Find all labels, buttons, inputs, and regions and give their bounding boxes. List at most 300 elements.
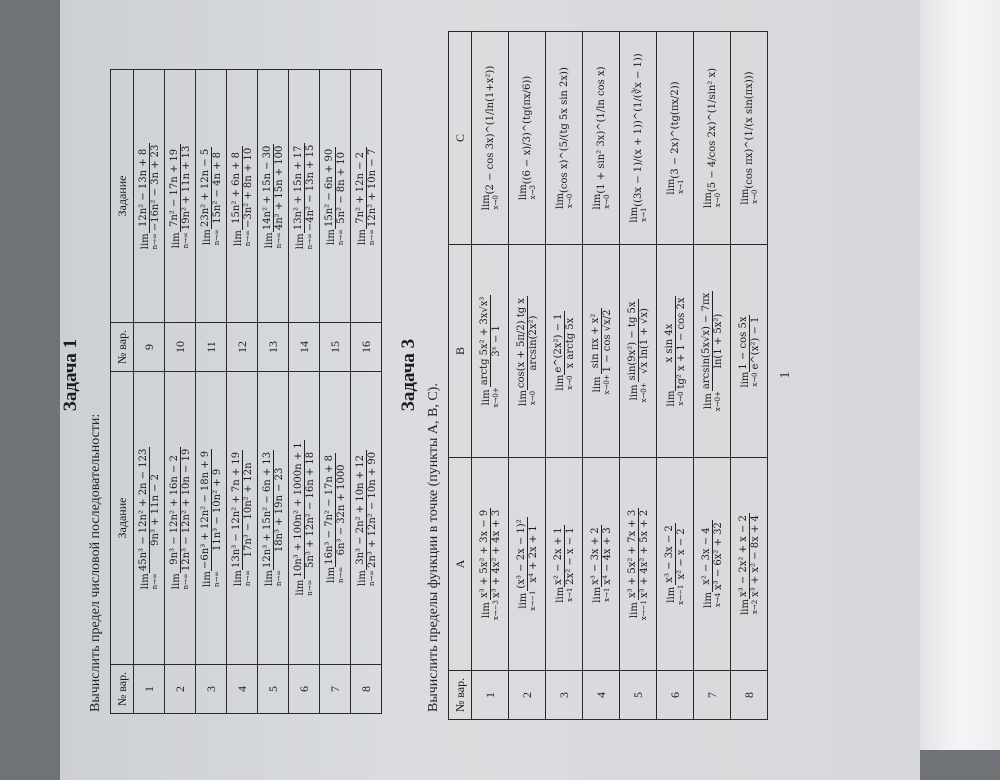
- fraction-numerator: 3n³ − 2n² + 10n + 12: [355, 450, 367, 570]
- paper-sheet: [60, 0, 920, 780]
- limit-subscript: x→1: [639, 207, 648, 222]
- variant-number: 6: [657, 671, 694, 720]
- task-b-expression: [472, 245, 509, 458]
- task-b-expression: [509, 245, 546, 458]
- fraction-denominator: 5n² − 8n + 10: [335, 151, 347, 224]
- task-a-expression: [657, 458, 694, 671]
- limit-label: lim: [294, 579, 306, 596]
- limit-operator: [233, 230, 252, 246]
- fraction-denominator: x² − x − 2: [675, 528, 687, 580]
- task3-instruction: Вычислить пределы функции в точке (пункты A, B, C).: [426, 383, 441, 712]
- fraction: [355, 450, 378, 570]
- limit-subscript: x→1: [565, 587, 574, 602]
- power-expression: (cos x)^(5/(tg 5x sin 2x)): [558, 67, 570, 193]
- limit-label: lim: [263, 232, 275, 249]
- variant-number: 3: [196, 665, 227, 714]
- fraction-numerator: x³ + 5x² + 7x + 3: [626, 509, 638, 599]
- limit-operator: [740, 599, 759, 615]
- limit-label: lim: [739, 599, 751, 615]
- variant-number: 4: [583, 671, 620, 720]
- limit-label: lim: [517, 184, 529, 201]
- limit-operator: [357, 570, 376, 586]
- limit-subscript: x→0+: [639, 382, 648, 403]
- fraction-numerator: x² − 3x − 4: [701, 520, 713, 592]
- task1-row: [227, 70, 258, 714]
- fraction: [701, 291, 724, 391]
- limit-subscript: n→∞: [367, 569, 376, 587]
- limit-label: lim: [480, 602, 492, 619]
- fraction: [169, 144, 192, 233]
- fraction-denominator: 1 − cos √x/2: [601, 309, 613, 373]
- task1-body: [134, 70, 382, 714]
- variant-number: 8: [351, 665, 382, 714]
- power-expression: ((6 − x)/3)^(tg(πx/6)): [521, 75, 533, 185]
- fraction-numerator: x³ − 2x² + x − 2: [737, 515, 749, 597]
- fraction-denominator: √x ln(1 + √x): [638, 308, 650, 374]
- task-c-expression: [509, 32, 546, 245]
- fraction: [231, 146, 254, 230]
- variant-number: 9: [134, 323, 165, 372]
- task1-header-var2: № вар.: [111, 323, 134, 372]
- fraction-denominator: −16n² − 3n + 23: [149, 144, 161, 232]
- rotated-page: [40, 0, 940, 750]
- fraction: [231, 450, 254, 570]
- limit-operator: [629, 382, 648, 402]
- limit-label: lim: [739, 188, 751, 205]
- fraction-denominator: x³ + 4x² + 5x + 2: [638, 509, 650, 599]
- task1-header-task2: Задание: [111, 70, 134, 323]
- fraction-denominator: 19n² + 11n + 13: [180, 145, 192, 231]
- fraction-numerator: 13n² + 15n + 17: [293, 143, 305, 234]
- task1-header-task: Задание: [111, 372, 134, 665]
- fraction-numerator: 13n³ − 12n² + 7n + 19: [230, 451, 242, 568]
- task-a-expression: [583, 458, 620, 671]
- fraction-denominator: 11n³ − 10n² + 9: [211, 468, 223, 551]
- limit-label: lim: [554, 374, 566, 391]
- task-expression: [320, 372, 351, 665]
- task3-row: [657, 32, 694, 720]
- task3-row: [583, 32, 620, 720]
- limit-label: lim: [554, 192, 566, 209]
- limit-subscript: x→−1: [639, 600, 648, 621]
- limit-label: lim: [591, 586, 603, 603]
- fraction-denominator: arcsin(2x²): [527, 315, 539, 371]
- fraction: [138, 143, 161, 234]
- limit-subscript: x→0: [676, 391, 685, 406]
- fraction-denominator: 12n² + 10n − 7: [366, 148, 378, 227]
- task-c-expression: [657, 32, 694, 245]
- limit-operator: [555, 193, 574, 209]
- fraction-numerator: x³ + 5x² + 3x − 9: [478, 509, 490, 599]
- fraction: [293, 440, 316, 579]
- fraction-numerator: −6n³ + 12n² − 18n + 9: [199, 450, 211, 569]
- task-expression: [165, 372, 196, 665]
- fraction-numerator: 10n³ + 100n² + 1000n + 1: [292, 442, 304, 578]
- task3-header-c: C: [449, 32, 472, 245]
- limit-subscript: x→0: [491, 195, 500, 210]
- fraction-numerator: arctg 5x² + 3x√x³: [478, 296, 490, 386]
- limit-label: lim: [232, 230, 244, 247]
- task-expression: [258, 70, 289, 323]
- limit-operator: [592, 587, 611, 603]
- limit-subscript: n→∞: [274, 232, 283, 249]
- limit-operator: [629, 207, 648, 223]
- fraction-numerator: 12n³ + 15n² − 6n + 13: [261, 451, 273, 568]
- fraction: [479, 508, 502, 600]
- task-a-expression: [472, 458, 509, 671]
- fraction-denominator: x⁴ + 2x + 1: [527, 525, 539, 583]
- task-a-expression: [509, 458, 546, 671]
- limit-label: lim: [139, 573, 151, 590]
- task-a-expression: [694, 458, 731, 671]
- task-expression: [196, 372, 227, 665]
- limit-subscript: n→∞: [212, 570, 221, 588]
- task1-row: [351, 70, 382, 714]
- limit-subscript: n→∞: [181, 573, 190, 590]
- fraction-numerator: 23n² + 12n − 5: [199, 148, 211, 227]
- fraction-denominator: x³ − 6x² + 32: [712, 522, 724, 590]
- limit-label: lim: [139, 233, 151, 250]
- task-expression: [134, 372, 165, 665]
- fraction-numerator: arcsin(5x√x) − 7πx: [700, 292, 712, 390]
- limit-operator: [295, 579, 314, 595]
- limit-subscript: x→−1: [528, 590, 537, 611]
- limit-operator: [202, 229, 221, 245]
- task-expression: [351, 70, 382, 323]
- task-b-expression: [620, 245, 657, 458]
- task-c-expression: [731, 32, 768, 245]
- limit-label: lim: [170, 573, 182, 590]
- fraction-denominator: 12n³ − 12n² + 10n − 19: [180, 448, 192, 572]
- limit-subscript: n→∞: [336, 566, 345, 583]
- limit-label: lim: [591, 376, 603, 393]
- fraction-numerator: 12n² − 13n + 8: [138, 143, 150, 234]
- limit-label: lim: [325, 566, 337, 583]
- fraction-denominator: 17n³ − 10n² + 12n: [242, 462, 254, 558]
- task1-title: Задача 1: [60, 338, 81, 412]
- limit-subscript: n→∞: [305, 233, 314, 250]
- limit-subscript: n→∞: [212, 228, 221, 246]
- variant-number: 13: [258, 323, 289, 372]
- power-expression: (5 − 4/cos 2x)^(1/sin² x): [706, 68, 718, 193]
- variant-number: 5: [620, 671, 657, 720]
- limit-subscript: n→∞: [150, 233, 159, 250]
- fraction-denominator: 4n² + 15n + 100: [273, 145, 285, 231]
- fraction-denominator: ln(1 + 5x²): [712, 313, 724, 369]
- limit-label: lim: [591, 193, 603, 210]
- limit-label: lim: [702, 393, 714, 410]
- fraction-numerator: 7n² − 17n + 19: [169, 144, 181, 233]
- task-a-expression: [546, 458, 583, 671]
- fraction: [627, 299, 650, 382]
- limit-label: lim: [325, 229, 337, 246]
- limit-label: lim: [480, 194, 492, 211]
- fraction: [200, 147, 223, 229]
- limit-subscript: n→∞: [274, 569, 283, 587]
- fraction: [262, 144, 285, 233]
- fraction-numerator: x² − 2x + 1: [552, 527, 564, 585]
- variant-number: 7: [694, 671, 731, 720]
- limit-operator: [140, 233, 159, 249]
- fraction: [293, 143, 316, 234]
- limit-subscript: x→3: [528, 185, 537, 200]
- limit-subscript: x→0: [528, 390, 537, 406]
- task-expression: [289, 70, 320, 323]
- power-expression: ((3x − 1)/(x + 1))^(1/(∛x − 1)): [632, 53, 644, 207]
- limit-subscript: n→∞: [305, 579, 314, 596]
- task-a-expression: [620, 458, 657, 671]
- limit-operator: [264, 570, 283, 586]
- limit-label: lim: [702, 192, 714, 208]
- limit-subscript: x→0: [750, 372, 759, 387]
- limit-label: lim: [665, 178, 677, 195]
- task-b-expression: [694, 245, 731, 458]
- task-c-expression: [472, 32, 509, 245]
- task1-row: [196, 70, 227, 714]
- page-number: 1: [778, 371, 793, 379]
- limit-subscript: x→0+: [713, 391, 722, 412]
- limit-label: lim: [628, 602, 640, 619]
- limit-operator: [555, 375, 574, 391]
- page-content: [60, 30, 794, 720]
- task-c-expression: [546, 32, 583, 245]
- task3-header-row: [449, 32, 472, 720]
- limit-subscript: n→∞: [336, 228, 345, 246]
- fraction: [590, 308, 613, 375]
- fraction: [627, 508, 650, 600]
- power-expression: (2 − cos 3x)^(1/ln(1+x²)): [484, 65, 496, 195]
- task-expression: [196, 70, 227, 323]
- limit-label: lim: [665, 390, 677, 407]
- fraction-numerator: 15n² − 6n + 90: [323, 148, 335, 227]
- limit-label: lim: [170, 232, 182, 249]
- fraction-numerator: 16n³ − 7n² − 17n + 8: [323, 455, 335, 565]
- limit-operator: [357, 229, 376, 245]
- limit-subscript: x→0+: [491, 387, 500, 408]
- limit-subscript: x→0: [602, 194, 611, 209]
- limit-operator: [666, 391, 685, 407]
- power-expression: (1 + sin² 3x)^(1/ln cos x): [595, 66, 607, 194]
- task3-row: [694, 32, 731, 720]
- task1-row: [258, 70, 289, 714]
- task3-row: [472, 32, 509, 720]
- power-expression: (cos πx)^(1/(x sin(πx))): [743, 71, 755, 189]
- task-b-expression: [583, 245, 620, 458]
- limit-subscript: x→1: [602, 587, 611, 602]
- limit-operator: [740, 189, 759, 205]
- fraction: [664, 296, 687, 391]
- task1-instruction: Вычислить предел числовой последовательности:: [88, 413, 103, 712]
- limit-operator: [202, 571, 221, 587]
- task3-header-a: A: [449, 458, 472, 671]
- limit-label: lim: [739, 371, 751, 388]
- task-expression: [258, 372, 289, 665]
- limit-operator: [518, 184, 537, 200]
- fraction-denominator: −4n² − 13n + 15: [304, 144, 316, 232]
- fraction-denominator: 5n³ + 12n² − 16n + 18: [304, 451, 316, 568]
- task-expression: [165, 70, 196, 323]
- variant-number: 1: [134, 665, 165, 714]
- limit-operator: [666, 585, 685, 605]
- task-a-expression: [731, 458, 768, 671]
- limit-operator: [555, 587, 574, 603]
- variant-number: 11: [196, 323, 227, 372]
- fraction: [324, 147, 347, 229]
- fraction-numerator: sin πx + x²: [590, 308, 602, 375]
- limit-label: lim: [702, 591, 714, 608]
- limit-label: lim: [294, 233, 306, 250]
- variant-number: 6: [289, 665, 320, 714]
- task1-row: [289, 70, 320, 714]
- fraction-numerator: 1 − cos 5x: [737, 316, 749, 370]
- limit-operator: [518, 591, 537, 611]
- fraction: [169, 447, 192, 573]
- limit-operator: [666, 179, 685, 195]
- fraction-numerator: 7n² + 12n − 2: [355, 147, 367, 229]
- task-b-expression: [731, 245, 768, 458]
- power-expression: (3 − 2x)^(tg(πx/2)): [669, 81, 681, 179]
- fraction-numerator: x³ − 3x + 2: [589, 527, 601, 585]
- fraction: [324, 453, 347, 567]
- fraction: [516, 517, 539, 590]
- limit-label: lim: [201, 229, 213, 246]
- task1-row: [134, 70, 165, 714]
- limit-subscript: x→0: [565, 375, 574, 390]
- limit-label: lim: [263, 570, 275, 586]
- limit-subscript: x→0: [565, 193, 574, 209]
- limit-label: lim: [232, 570, 244, 586]
- limit-subscript: x→4: [713, 592, 722, 608]
- limit-subscript: x→0+: [602, 374, 611, 395]
- fraction-denominator: −3n² + 8n + 10: [242, 147, 254, 228]
- variant-number: 12: [227, 323, 258, 372]
- variant-number: 14: [289, 323, 320, 372]
- fraction-denominator: 3ˣ − 1: [490, 325, 502, 357]
- fraction-denominator: 18n³ + 19n − 23: [273, 467, 285, 553]
- fraction-denominator: x arctg 5x: [564, 317, 576, 369]
- task3-title: Задача 3: [398, 338, 419, 412]
- limit-subscript: x→−3: [491, 600, 500, 621]
- limit-operator: [326, 567, 345, 583]
- fraction: [200, 449, 223, 571]
- task1-row: [165, 70, 196, 714]
- limit-operator: [592, 374, 611, 394]
- limit-operator: [481, 387, 500, 407]
- limit-operator: [171, 232, 190, 248]
- limit-subscript: n→∞: [181, 232, 190, 249]
- task-expression: [351, 372, 382, 665]
- fraction-denominator: 2x² − x − 1: [564, 527, 576, 585]
- limit-label: lim: [517, 390, 529, 406]
- limit-subscript: n→∞: [243, 569, 252, 587]
- variant-number: 7: [320, 665, 351, 714]
- fraction-denominator: 2n³ + 12n² − 10n + 90: [366, 451, 378, 568]
- task-c-expression: [583, 32, 620, 245]
- task-expression: [227, 372, 258, 665]
- task-expression: [289, 372, 320, 665]
- task1-table: [110, 69, 382, 714]
- limit-subscript: x→0: [713, 192, 722, 208]
- fraction-numerator: 15n² + 6n + 8: [231, 146, 243, 230]
- limit-subscript: x→2: [750, 599, 759, 615]
- task3-header-b: B: [449, 245, 472, 458]
- limit-operator: [592, 194, 611, 210]
- limit-label: lim: [356, 570, 368, 586]
- task-b-expression: [546, 245, 583, 458]
- task-expression: [227, 70, 258, 323]
- variant-number: 2: [165, 665, 196, 714]
- fraction-denominator: 15n² − 4n + 8: [211, 151, 223, 224]
- limit-operator: [171, 573, 190, 589]
- fraction-numerator: x sin 4x: [664, 296, 676, 391]
- task-expression: [320, 70, 351, 323]
- task3-row: [509, 32, 546, 720]
- limit-subscript: n→∞: [243, 230, 252, 247]
- fraction-denominator: 9n³ + 11n − 2: [149, 474, 161, 546]
- task3-body: [472, 32, 768, 720]
- task-b-expression: [657, 245, 694, 458]
- limit-operator: [140, 573, 159, 589]
- limit-label: lim: [517, 592, 529, 609]
- task3-header-var: № вар.: [449, 671, 472, 720]
- task1-header-row: [111, 70, 134, 714]
- limit-label: lim: [480, 389, 492, 406]
- limit-operator: [481, 600, 500, 620]
- task1-header-var: № вар.: [111, 665, 134, 714]
- limit-operator: [295, 233, 314, 249]
- task3-row: [731, 32, 768, 720]
- fraction: [590, 525, 613, 587]
- limit-label: lim: [665, 586, 677, 603]
- limit-operator: [629, 600, 648, 620]
- fraction-numerator: (x³ − 2x − 1)²: [515, 519, 527, 589]
- fraction: [553, 311, 576, 374]
- variant-number: 8: [731, 671, 768, 720]
- fraction: [138, 447, 161, 573]
- variant-number: 16: [351, 323, 382, 372]
- limit-subscript: x→1: [676, 179, 685, 194]
- fraction: [516, 296, 539, 390]
- task-c-expression: [620, 32, 657, 245]
- limit-subscript: n→∞: [150, 573, 159, 590]
- limit-label: lim: [628, 384, 640, 401]
- variant-number: 1: [472, 671, 509, 720]
- limit-operator: [703, 192, 722, 208]
- limit-operator: [518, 390, 537, 406]
- variant-number: 5: [258, 665, 289, 714]
- variant-number: 15: [320, 323, 351, 372]
- limit-operator: [481, 194, 500, 210]
- fraction-denominator: e^(x²) − 1: [749, 316, 761, 370]
- fraction-numerator: sin(9x²) − tg 5x: [626, 301, 638, 381]
- task3-row: [620, 32, 657, 720]
- fraction: [701, 520, 724, 592]
- limit-subscript: x→−1: [676, 584, 685, 605]
- fraction: [262, 450, 285, 570]
- limit-label: lim: [356, 229, 368, 246]
- limit-operator: [703, 391, 722, 411]
- variant-number: 2: [509, 671, 546, 720]
- limit-subscript: n→∞: [367, 228, 376, 246]
- fraction: [738, 315, 761, 372]
- task-expression: [134, 70, 165, 323]
- limit-label: lim: [201, 571, 213, 588]
- variant-number: 3: [546, 671, 583, 720]
- limit-label: lim: [628, 206, 640, 223]
- fraction-numerator: x³ − 3x − 2: [663, 525, 675, 583]
- fraction-denominator: tg² x + 1 − cos 2x: [675, 297, 687, 389]
- fraction: [479, 295, 502, 388]
